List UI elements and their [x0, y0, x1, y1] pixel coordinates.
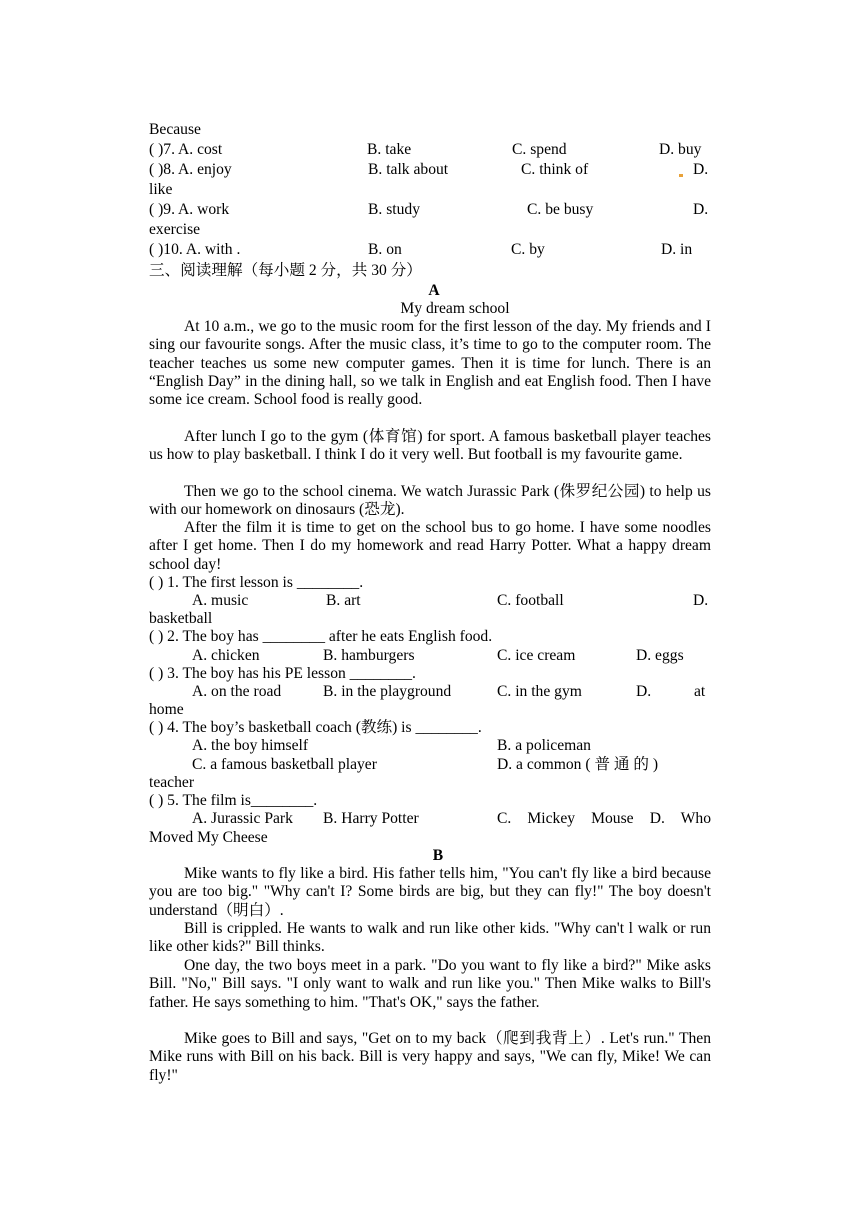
cloze-because: Because: [149, 121, 201, 138]
question-4-option-d-cont: teacher: [149, 774, 195, 791]
q8-a: ( )8. A. enjoy: [149, 161, 232, 178]
question-1-option-c: C. football: [497, 592, 564, 609]
question-5-option-b: B. Harry Potter: [323, 810, 419, 827]
question-5-option-d-cont: Moved My Cheese: [149, 829, 268, 846]
q8-b: B. talk about: [368, 161, 449, 178]
question-4-stem: ( ) 4. The boy’s basketball coach (教练) is ________.: [149, 719, 482, 736]
passage-b-paragraph: Mike wants to fly like a bird. His father tells him, "You can't fly like a bird because you are too big." "Why can't I? Some birds are big, but they can fly!" The boy doesn't understand（明白）.: [149, 865, 711, 919]
question-1-option-a: A. music: [192, 592, 249, 609]
q9-a: ( )9. A. work: [149, 201, 230, 218]
q8-d: D.: [693, 161, 709, 178]
question-3-stem: ( ) 3. The boy has his PE lesson ________.: [149, 665, 416, 682]
passage-a-paragraph: After the film it is time to get on the school bus to go home. I have some noodles after I get home. Then I do my homework and read Harry Potter. What a happy dream school day!: [149, 519, 711, 573]
question-3-option-d-at: at: [694, 683, 706, 700]
section-heading: 三、阅读理解（每小题 2 分，共 30 分）: [149, 262, 422, 279]
q8-c: C. think of: [521, 161, 589, 178]
q9-d-cont: exercise: [149, 221, 201, 238]
passage-b-paragraph: Mike goes to Bill and says, "Get on to my back（爬到我背上）. Let's run." Then Mike runs with Bill on his back. Bill is very happy and says, "We can fly, Mike! We can fly!": [149, 1030, 711, 1084]
question-2-option-c: C. ice cream: [497, 647, 576, 664]
question-1-option-d-cont: basketball: [149, 610, 213, 627]
q10-a: ( )10. A. with .: [149, 241, 241, 258]
passage-b-label: B: [432, 847, 444, 864]
q7-c: C. spend: [512, 141, 567, 158]
orange-mark: [679, 174, 683, 177]
question-3-option-d-cont: home: [149, 701, 184, 718]
q10-c: C. by: [511, 241, 545, 258]
q7-b: B. take: [367, 141, 412, 158]
question-3-option-b: B. in the playground: [323, 683, 452, 700]
passage-b-paragraph: One day, the two boys meet in a park. "Do you want to fly like a bird?" Mike asks Bill. "No," Bill says. "I only want to walk and run like you." Then Mike walks to Bill's father. He says something to him. "That's OK," says the father.: [149, 957, 711, 1011]
question-3-option-a: A. on the road: [192, 683, 282, 700]
question-5-stem: ( ) 5. The film is________.: [149, 792, 318, 809]
passage-a-title: My dream school: [400, 300, 510, 317]
q9-c: C. be busy: [527, 201, 594, 218]
q9-b: B. study: [368, 201, 420, 218]
q9-d: D.: [693, 201, 709, 218]
passage-a-paragraph: At 10 a.m., we go to the music room for the first lesson of the day. My friends and I sing our favourite songs. After the music class, it’s time to go to the computer room. The teacher teaches us some new computer games. Then it is time for lunch. There is an “English Day” in the dining hall, so we talk in English and eat English food. Then I have some ice cream. School food is really good.: [149, 318, 711, 408]
question-2-option-b: B. hamburgers: [323, 647, 415, 664]
q7-d: D. buy: [659, 141, 702, 158]
passage-a-paragraph: Then we go to the school cinema. We watch Jurassic Park (侏罗纪公园) to help us with our homework on dinosaurs (恐龙).: [149, 483, 711, 519]
question-4-option-b: B. a policeman: [497, 737, 591, 754]
question-1-option-b: B. art: [326, 592, 361, 609]
question-4-option-d: D. a common ( 普 通 的 ): [497, 756, 659, 773]
q8-d-cont: like: [149, 181, 173, 198]
question-2-stem: ( ) 2. The boy has ________ after he eats English food.: [149, 628, 493, 645]
question-4-option-c: C. a famous basketball player: [192, 756, 377, 773]
passage-a-paragraph: After lunch I go to the gym (体育馆) for sport. A famous basketball player teaches us how to play basketball. I think I do it very well. But football is my favourite game.: [149, 428, 711, 464]
question-4-option-a: A. the boy himself: [192, 737, 309, 754]
question-5-option-a: A. Jurassic Park: [192, 810, 293, 827]
q10-b: B. on: [368, 241, 402, 258]
question-5-option-c: C. Mickey Mouse D. Who: [497, 810, 711, 827]
passage-b-paragraph: Bill is crippled. He wants to walk and run like other kids. "Why can't l walk or run like other kids?" Bill thinks.: [149, 920, 711, 956]
question-1-option-d: D.: [693, 592, 709, 609]
question-3-option-c: C. in the gym: [497, 683, 582, 700]
q10-d: D. in: [661, 241, 693, 258]
question-2-option-d: D. eggs: [636, 647, 684, 664]
q7-a: ( )7. A. cost: [149, 141, 223, 158]
question-3-option-d: D.: [636, 683, 652, 700]
passage-a-label: A: [428, 282, 440, 299]
question-2-option-a: A. chicken: [192, 647, 260, 664]
question-1-stem: ( ) 1. The first lesson is ________.: [149, 574, 364, 591]
